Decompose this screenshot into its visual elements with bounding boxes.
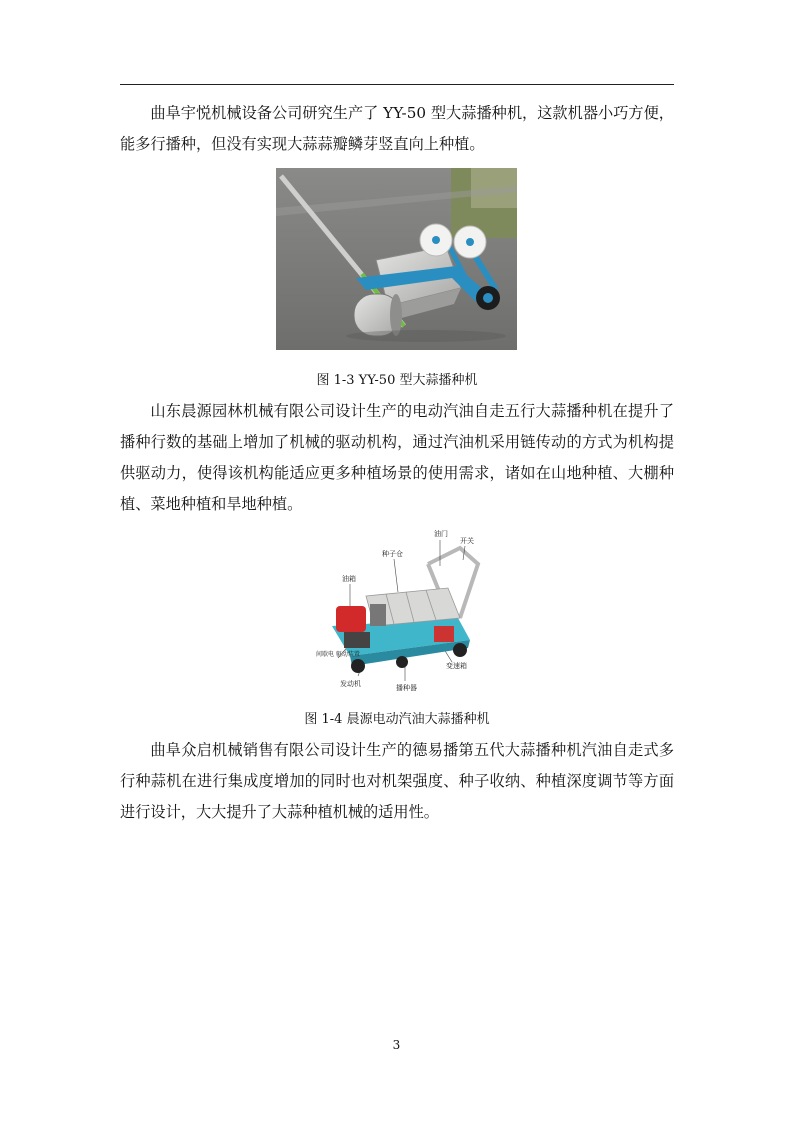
figure-1-4-caption: 图 1-4 晨源电动汽油大蒜播种机 — [304, 712, 490, 727]
label-fuel-tank: 油箱 — [342, 575, 356, 583]
header-rule — [120, 84, 674, 85]
label-engine: 发动机 — [340, 680, 361, 688]
label-gearbox: 变速箱 — [446, 662, 467, 670]
paragraph-2: 山东晨源园林机械有限公司设计生产的电动汽油自走五行大蒜播种机在提升了播种行数的基础上增加了机械的驱动机构，通过汽油机采用链传动的方式为机构提供驱动力，使得该机构能适应更多种植场景的使用需求，诸如在山地种植、大棚种植、菜地种植和旱地种植。 — [120, 402, 674, 513]
chenyuan-seeder-illustration — [310, 526, 500, 694]
page-number: 3 — [392, 1038, 401, 1052]
figure-1-3-caption: 图 1-3 YY-50 型大蒜播种机 — [316, 373, 478, 388]
label-seeder: 播种器 — [396, 684, 417, 692]
figure-yy50-photo — [276, 168, 517, 350]
label-drive: 间歇电 驱动装置 — [316, 651, 360, 658]
paragraph-3: 曲阜众启机械销售有限公司设计生产的德易播第五代大蒜播种机汽油自走式多行种蒜机在进行集成度增加的同时也对机架强度、种子收纳、种植深度调节等方面进行设计，大大提升了大蒜种植机械的适用性。 — [120, 741, 674, 821]
yy50-seeder-illustration — [276, 168, 517, 350]
label-seed-box: 种子仓 — [382, 550, 403, 558]
paragraph-1: 曲阜宇悦机械设备公司研究生产了 YY-50 型大蒜播种机，这款机器小巧方便，能多行播种，但没有实现大蒜蒜瓣鳞芽竖直向上种植。 — [120, 104, 674, 153]
label-throttle: 油门 — [434, 530, 448, 538]
label-switch: 开关 — [460, 537, 474, 545]
figure-chenyuan-diagram — [310, 526, 500, 694]
